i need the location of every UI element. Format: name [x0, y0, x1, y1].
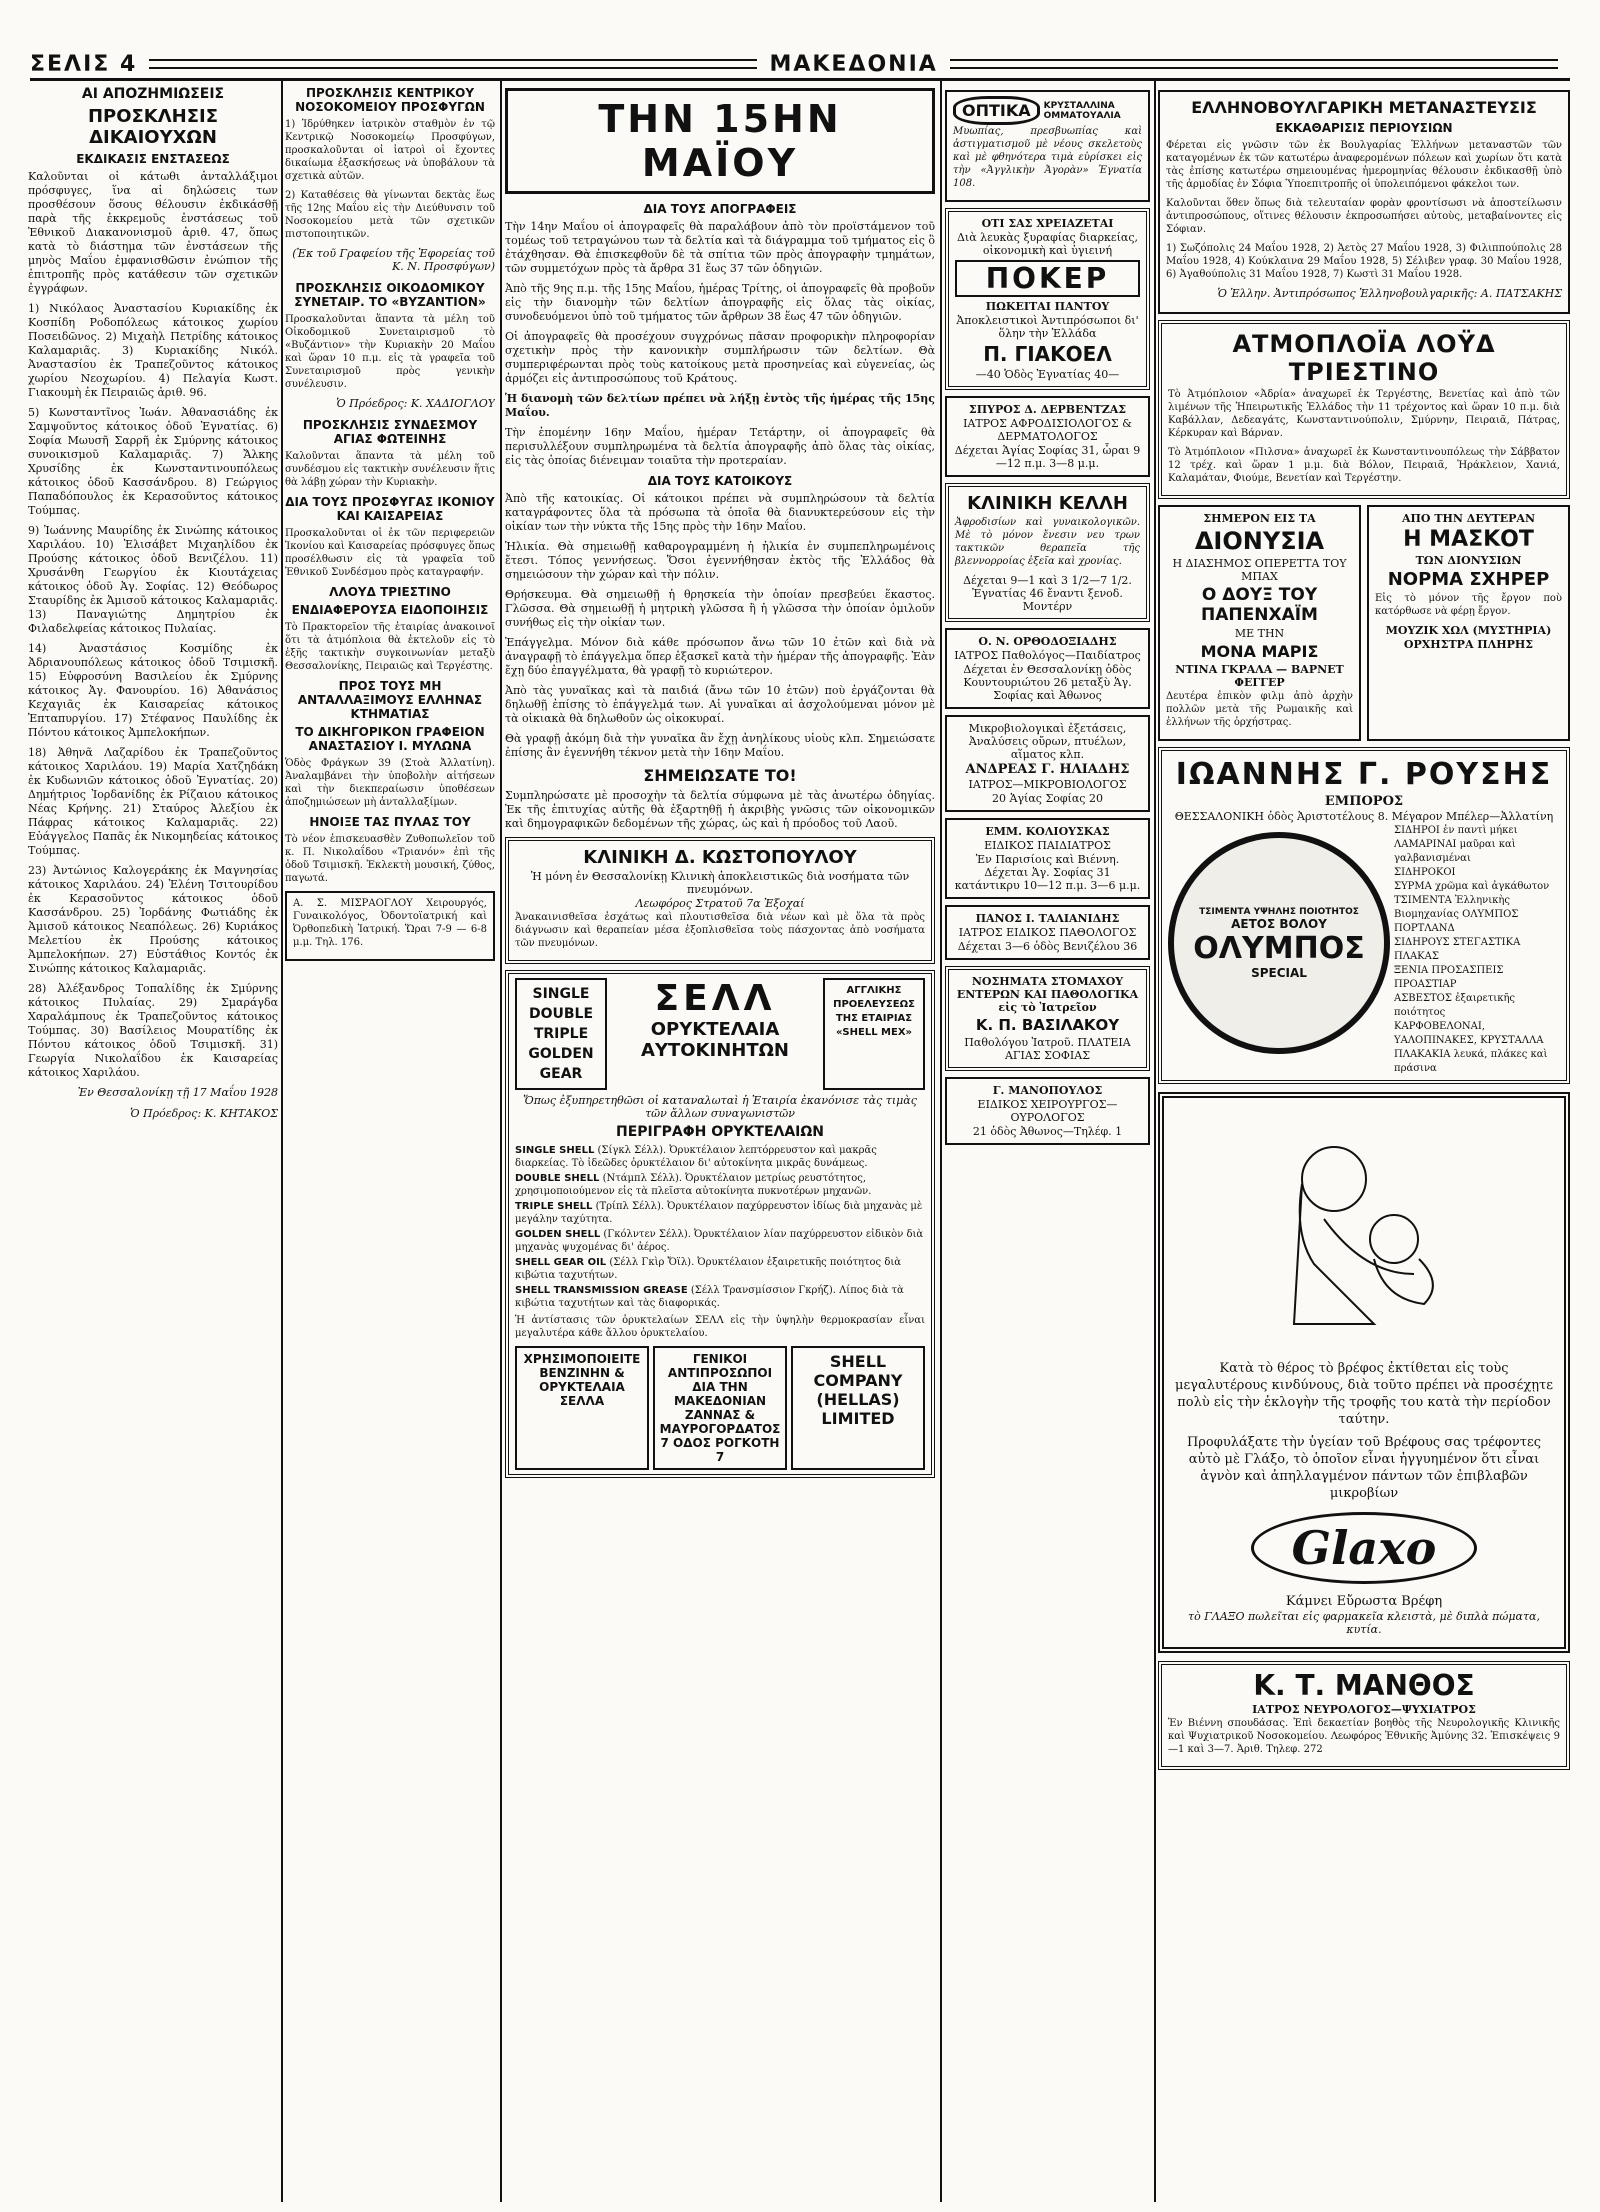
mascot-ad: [1367, 505, 1570, 741]
doctor-ad: [945, 818, 1150, 899]
mascot-tag: ΑΠΟ ΤΗΝ ΔΕΥΤΕΡΑΝ: [1402, 512, 1535, 525]
mascot-title: Η ΜΑΣΚΟΤ: [1403, 527, 1534, 552]
doctor-name: Ο. Ν. ΟΡΘΟΔΟΞΙΑΔΗΣ: [978, 635, 1117, 648]
oil-item: DOUBLE SHELL (Ντάμπλ Σέλλ). Ὀρυκτέλαιον μετρίως ρευστότητος, χρησιμοποιούμενον εἰς τὰ πλεῖστα αὐτοκίνητα πυκνοτέρων μηχανῶν.: [515, 1173, 872, 1197]
census-paragraph: Θὰ γραφῇ ἀκόμη διὰ τὴν γυναῖκα ἂν ἔχῃ ἀνηλίκους υἱοὺς κλπ. Σημειώσατε ἐπίσης ἂν ἐγεννήθη τέκνον μετὰ τὴν 16ην Μαΐου.: [505, 732, 935, 759]
product-item: ΣΙΔΗΡΟΚΟΙ: [1394, 867, 1456, 878]
clinic-ad-address: Λεωφόρος Στρατοῦ 7α Ἐξοχαί: [635, 897, 805, 910]
oil-item: TRIPLE SHELL (Τρίπλ Σέλλ). Ὀρυκτέλαιον παχύρρευστον ἰδίως διὰ μηχανὰς μὲ μεγάλην ταχύτητα.: [515, 1201, 923, 1225]
optician-header: [953, 96, 1142, 125]
emigration-headline: ΕΛΛΗΝΟΒΟΥΛΓΑΡΙΚΗ ΜΕΤΑΝΑΣΤΕΥΣΙΣ: [1191, 98, 1537, 117]
product-item: ΣΙΔΗΡΟΙ ἐν παντὶ μήκει: [1394, 825, 1518, 836]
notice-paragraph: Τὸ νέον ἐπισκευασθὲν Ζυθοπωλεῖον τοῦ κ. Π. Νικολαΐδου «Τριανόν» ἐπὶ τῆς ὁδοῦ Τσιμισκῆ. Ἐκλεκτὴ μουσική, ζύθος, παγωτά.: [285, 834, 495, 884]
glaxo-sold: τὸ ΓΛΑΞΟ πωλεῖται εἰς φαρμακεῖα κλειστὰ, μὲ διπλὰ πώματα, κυτία.: [1188, 1610, 1540, 1636]
newspaper-title: ΜΑΚΕΔΟΝΙΑ: [769, 51, 938, 77]
rouses-role: ΕΜΠΟΡΟΣ: [1324, 794, 1404, 809]
doctor-ad: [945, 905, 1150, 960]
notice-paragraph: 1) Ἱδρύθηκεν ἰατρικὸν σταθμὸν ἐν τῷ Κεντρικῷ Νοσοκομείῳ Προσφύγων, προσκαλοῦνται οἱ ἰατροὶ οἱ ἔχοντες δικαίωμα ἐξασκήσεως νὰ ὑποβάλουν τὰ σχετικὰ αὐτῶν.: [285, 119, 495, 182]
product-item: ΞΕΝΙΑ ΠΡΟΣΑΣΠΕΙΣ ΠΡΟΑΣΤΙΑΡ: [1394, 965, 1504, 990]
masthead: [30, 50, 1570, 81]
dionysia-note: Δευτέρα ἐπικὸν φιλμ ἀπὸ ἀρχὴν πολλῶν μετὰ τῆς Ρωμαικῆς καὶ ἑλλήνων τῆς ὀρχήστρας.: [1166, 691, 1353, 728]
census-paragraph: Θρήσκευμα. Θὰ σημειωθῇ ἡ θρησκεία τὴν ὁποίαν πρεσβεύει ἕκαστος. Γλῶσσα. Θὰ σημειωθῇ ἡ μητρικὴ γλῶσσα ἢ ἡ γλῶσσα τὴν ὁποίαν ὁμιλοῦν συνήθως εἰς τὴν οἰκίαν των.: [505, 588, 935, 629]
masthead-rule: [950, 59, 1558, 69]
census-paragraph: Ἀπὸ τῆς κατοικίας. Οἱ κάτοικοι πρέπει νὰ συμπληρώσουν τὰ δελτία καταγράφοντες ὅλα τὰ πρόσωπα τὰ ὁποῖα θὰ διανυκτερεύσουν εἰς τὴν οἰκίαν των τὴν νύκτα τῆς 15ης πρὸς τὴν 16ην Μαΐου.: [505, 492, 935, 533]
dionysia-film: Ο ΔΟΥΞ ΤΟΥ ΠΑΠΕΝΧΑΪΜ: [1201, 585, 1318, 625]
doctor-ad-text: Α. Σ. ΜΙΣΡΑΟΓΛΟΥ Χειρουργός, Γυναικολόγος, Ὀδοντοϊατρική καὶ Ὀρθοπεδικὴ Ἰατρική. Ὥραι 7-9 — 6-8 μ.μ. Τηλ. 176.: [293, 898, 487, 948]
poker-subline: Διὰ λευκὰς ξυραφίας διαρκείας, οἰκονομικὴ καὶ ὑγιεινή: [956, 231, 1139, 257]
poker-brand: ΠΟΚΕΡ: [955, 260, 1140, 297]
olympos-cement-logo: [1168, 832, 1390, 1054]
emigration-paragraph: Καλοῦνται ὅθεν ὅπως διὰ τελευταίαν φορὰν φροντίσωσι νὰ ἀποστείλωσιν ἀντιπροσώπους, οἵτινες θέλουσιν ἐκπροσωπήσει αὐτοὺς, μεταβαίνοντες εἰς Σόφιαν.: [1166, 198, 1562, 235]
shell-grade: GEAR: [539, 1066, 583, 1082]
notice-headline: ΠΡΟΣΚΛΗΣΙΣ ΟΙΚΟΔΟΜΙΚΟΥ ΣΥΝΕΤΑΙΡ. ΤΟ «ΒΥΖΑΝΤΙΟΝ»: [294, 281, 486, 309]
doctor-hours: Δέχεται Ἁγίας Σοφίας 31, ὧραι 9—12 π.μ. 3—8 μ.μ.: [954, 444, 1141, 470]
clinic-ad-title: ΚΛΙΝΙΚΗ Δ. ΚΩΣΤΟΠΟΥΛΟΥ: [583, 847, 857, 868]
shell-footer-cell: SHELL COMPANY (HELLAS) LIMITED: [791, 1346, 925, 1470]
clinic-ad-text: Ἀνακαινισθεῖσα ἐσχάτως καὶ πλουτισθεῖσα διὰ νέων καὶ μὲ ὅλα τὰ πρὸς διάγνωσιν καὶ θεραπείαν μέσα ἐξοπλισθεῖσα τοὺς πάσχοντας ἀπὸ νοσήματα τῶν πνευμόνων.: [515, 912, 925, 949]
mantho-name: Κ. Τ. ΜΑΝΘΟΣ: [1253, 1669, 1475, 1702]
article-paragraph: 1) Νικόλαος Ἀναστασίου Κυριακίδης ἐκ Κοσπίδη Ροδοπόλεως κάτοικος χωρίου Ποσειδῶνος. 2) Μιχαὴλ Πετρίδης κάτοικος Καλαμαριᾶς. 3) Κυριακίδης Νικόλ. Ἀναστασίου ἐκ Τραπεζοῦντος κάτοικος χωρίου Νεοχωρίου. 4) Πελαγία Κωστ. Γιακουμὴ ἐκ Πειραιῶς ἀριθ. 96.: [28, 302, 278, 399]
mascot-venue: ΤΩΝ ΔΙΟΝΥΣΙΩΝ: [1415, 554, 1522, 567]
notice-signature: Ὁ Πρόεδρος: Κ. ΧΑΔΙΟΓΛΟΥ: [336, 397, 495, 410]
product-item: ΠΛΑΚΑΚΙΑ λευκά, πλάκες καὶ πράσινα: [1394, 1049, 1548, 1074]
shell-grade: DOUBLE: [528, 1006, 594, 1022]
article-paragraph: 18) Ἀθηνᾶ Λαζαρίδου ἐκ Τραπεζοῦντος κάτοικος Χαριλάου. 19) Μαρία Χατζηδάκη ἐκ Κυδωνιῶν κάτοικος ὁδοῦ Ἐγνατίας. 20) Δημήτριος Ἰορδανίδης ἐκ Ρίζαιου κάτοικος Νέας Κρήνης. 21) Σταύρος Ἀλεξίου ἐκ Πάφρας κάτοικος Καλαμαριᾶς. 22) Εὐάγγελος Παπᾶς ἐκ Νικομηδείας κάτοικος Τούμπας.: [28, 746, 278, 857]
column-small-ads: [945, 84, 1150, 2200]
dionysia-ad: [1158, 505, 1361, 741]
notice-headline: ΠΡΟΣ ΤΟΥΣ ΜΗ ΑΝΤΑΛΛΑΞΙΜΟΥΣ ΕΛΛΗΝΑΣ ΚΤΗΜΑΤΙΑΣ: [297, 679, 483, 721]
notice-headline: ΛΛΟΥΔ ΤΡΙΕΣΤΙΝΟ: [329, 585, 451, 599]
lloyd-text: Τὸ Ἀτμόπλοιον «Πιλσνα» ἀναχωρεῖ ἐκ Κωνσταντινουπόλεως τὴν Σάββατον 12 τρέχ. καὶ ὥραν 1 μ.μ. διὰ Βόλον, Πειραιᾶ, Ἡράκλειον, Χανιά, Καλαμάταν, Φιούμε, Βενετίαν καὶ Τεργέστην.: [1168, 447, 1560, 484]
notice-paragraph: Προσκαλοῦνται ἅπαντα τὰ μέλη τοῦ Οἰκοδομικοῦ Συνεταιρισμοῦ τὸ «Βυζάντιον» τὴν Κυριακὴν 20 Μαΐου καὶ ὥραν 10 π.μ. εἰς τὰ γραφεῖα τοῦ Συνεταιρισμοῦ πρὸς γενικὴν συνέλευσιν.: [285, 314, 495, 390]
column-divider: [940, 80, 942, 2202]
rouses-body: [1168, 824, 1560, 1076]
mantho-role: ΙΑΤΡΟΣ ΝΕΥΡΟΛΟΓΟΣ—ΨΥΧΙΑΤΡΟΣ: [1252, 1703, 1476, 1716]
mother-baby-icon: [1254, 1124, 1474, 1344]
doctor-role: ΙΑΤΡΟΣ ΕΙΔΙΚΟΣ ΠΑΘΟΛΟΓΟΣ: [958, 926, 1137, 939]
notice-signature: (Ἐκ τοῦ Γραφείου τῆς Ἐφορείας τοῦ Κ. Ν. Προσφύγων): [292, 247, 495, 273]
page-section-label: ΣΕΛΙΣ 4: [30, 51, 138, 77]
shell-grade: GOLDEN: [528, 1046, 594, 1062]
notice-subhead: ΕΝΔΙΑΦΕΡΟΥΣΑ ΕΙΔΟΠΟΙΗΣΙΣ: [291, 603, 489, 617]
shell-grade: SINGLE: [532, 986, 590, 1002]
product-item: ΣΙΔΗΡΟΥΣ ΣΤΕΓΑΣΤΙΚΑ ΠΛΑΚΑΣ: [1394, 937, 1521, 962]
mantho-ad: [1158, 1661, 1570, 1770]
article-subhead: ΕΚΔΙΚΑΣΙΣ ΕΝΣΤΑΣΕΩΣ: [76, 152, 230, 166]
lloyd-text: Τὸ Ἀτμόπλοιον «Ἀδρία» ἀναχωρεῖ ἐκ Τεργέστης, Βενετίας καὶ ἀπὸ τῶν λιμένων τῆς Ἠπειρωτικῆς Ἑλλάδος τὴν 11 τρέχοντος καὶ ὥραν 10 π.μ. διὰ Καβάλλαν, Δεδεαγάτς, Κωνσταντινούπολιν, Σμύρνην, Πειραιᾶ, Πάτρας, Κέρκυραν καὶ Βάρναν.: [1168, 389, 1560, 439]
census-paragraph: Οἱ ἀπογραφεῖς θὰ προσέχουν συγχρόνως πᾶσαν προφορικὴν πληροφορίαν σχετικὴν πρὸς τὴν κανονικὴν συμπλήρωσιν τῶν δελτίων. Θὰ συμπεριφέρωνται πρὸς τοὺς κατοίκους μετὰ προσηνείας καὶ εὐγενείας, ὡς ἁρμόζει εἰς ἀντιπροσώπους τοῦ Κράτους.: [505, 330, 935, 385]
article-paragraph: 23) Ἀντώνιος Καλογεράκης ἐκ Μαγνησίας κάτοικος Χαριλάου. 24) Ἑλένη Τσιτουρίδου ἐκ Κερασοῦντος κάτοικος ὁδοῦ Κασσάνδρου. 25) Ἰορδάνης Φωτιάδης ἐκ Ἀμισοῦ κάτοικος Νεαπόλεως. 26) Κυριάκος Μελετίου ἐκ Προύσης κάτοικος Ἀμπελοκήπων. 27) Εὐστάθιος Κοντός ἐκ Σινώπης κάτοικος Καλαμαριᾶς.: [28, 864, 278, 975]
product-item: ΣΥΡΜΑ χρῶμα καὶ ἀγκάθωτον: [1394, 881, 1550, 892]
poker-agent: Ἀποκλειστικοὶ Ἀντιπρόσωποι δι' ὅλην τὴν Ἑλλάδα: [956, 314, 1139, 340]
article-paragraph: 14) Ἀναστάσιος Κοσμίδης ἐκ Ἀδριανουπόλεως κάτοικος ὁδοῦ Τσιμισκῆ. 15) Εὐφροσύνη Βασιλείου ἐκ Σμύρνης κάτοικος Ἀγ. Φανουρίου. 16) Ἀθανάσιος Κεχαγιᾶς ἐκ Καισαρείας κάτοικος Ἑπταπυργίου. 17) Στέφανος Παυλίδης ἐκ Πόντου κάτοικος Ἀμπελοκήπων.: [28, 642, 278, 739]
glaxo-logo: Glaxo: [1251, 1512, 1477, 1584]
doctor-role: ΙΑΤΡΟΣ Παθολόγος—Παιδίατρος: [954, 649, 1141, 662]
column-divider: [281, 80, 283, 2202]
notice-paragraph: Ὁδὸς Φράγκων 39 (Στοὰ Ἀλλατίνη). Ἀναλαμβάνει τὴν ὑποβολὴν αἰτήσεων καὶ τὴν διεκπεραίωσιν ὑποθέσεων ἀποζημιώσεων μὴ ἀνταλλαξίμων.: [285, 758, 495, 808]
poker-address: —40 Ὁδὸς Ἐγνατίας 40—: [975, 368, 1120, 381]
census-subhead: ΔΙΑ ΤΟΥΣ ΚΑΤΟΙΚΟΥΣ: [647, 474, 793, 488]
product-item: ΤΣΙΜΕΝΤΑ Ἑλληνικὴς Βιομηχανίας ΟΛΥΜΠΟΣ ΠΟΡΤΛΑΝΔ: [1394, 895, 1519, 934]
glasses-icon: ΟΠΤΙΚΑ: [953, 96, 1040, 125]
oil-item: SHELL GEAR OIL (Σέλλ Γκὶρ Ὄϊλ). Ὀρυκτέλαιον ἐξαιρετικῆς ποιότητος διὰ κιβώτια ταχυτήτων.: [515, 1257, 902, 1281]
census-paragraph: Ἡλικία. Θὰ σημειωθῇ καθαρογραμμένη ἡ ἡλικία ἐν συμπεπληρωμένοις ἔτεσι. Τόπος γεννήσεως. Ὅσοι ἐγεννήθησαν ἐκτὸς τῆς Ἑλλάδος θὰ σημειώσουν τὴν χώραν καὶ τὴν πόλιν.: [505, 540, 935, 581]
product-item: ΛΑΜΑΡΙΝΑΙ μαῦραι καὶ γαλβανισμέναι: [1394, 839, 1516, 864]
shell-ad-note: Ὅπως ἐξυπηρετηθῶσι οἱ καταναλωταὶ ἡ Ἑταιρία ἐκανόνισε τὰς τιμὰς τῶν ἄλλων συναγωνιστῶν: [523, 1094, 917, 1120]
emigration-notice: [1158, 90, 1570, 314]
emigration-paragraph: 1) Σωζόπολις 24 Μαΐου 1928, 2) Ἀετὸς 27 Μαΐου 1928, 3) Φιλιππούπολις 28 Μαΐου 1928, 4) Κούκλαινα 29 Μαΐου 1928, 5) Σέλιβεν γραφ. 30 Μαΐου 1928, 6) Ἀγαθούπολις 31 Μαΐου 1928, 7) Κωστὶ 31 Μαΐου 1928.: [1166, 243, 1562, 280]
theater-ads: [1158, 505, 1570, 741]
article-kicker: ΑΙ ΑΠΟΖΗΜΙΩΣΕΙΣ: [81, 86, 225, 102]
article-dateline: Ἐν Θεσσαλονίκῃ τῇ 17 Μαΐου 1928: [77, 1086, 278, 1099]
lloyd-title: ΑΤΜΟΠΛΟΪΑ ΛΟΫΔ ΤΡΙΕΣΤΙΝΟ: [1232, 330, 1496, 386]
clinic-kelli-ad: [945, 483, 1150, 622]
article-signature: Ὁ Πρόεδρος: Κ. ΚΗΤΑΚΟΣ: [130, 1107, 278, 1120]
doctor-ad: [285, 891, 495, 961]
lloyd-ad: [1158, 320, 1570, 499]
doctor-services: Μικροβιολογικαὶ ἐξετάσεις, Ἀναλύσεις οὔρων, πτυέλων, αἵματος κλπ.: [968, 722, 1127, 761]
notice-headline: ΔΙΑ ΤΟΥΣ ΠΡΟΣΦΥΓΑΣ ΙΚΟΝΙΟΥ ΚΑΙ ΚΑΙΣΑΡΕΙΑΣ: [285, 495, 495, 523]
notice-headline: ΗΝΟΙΞΕ ΤΑΣ ΠΥΛΑΣ ΤΟΥ: [309, 815, 471, 829]
column-divider: [500, 80, 502, 2202]
doctor-role: ΕΙΔΙΚΟΣ ΠΑΙΔΙΑΤΡΟΣ: [984, 839, 1111, 852]
doctor-name: ΣΠΥΡΟΣ Δ. ΔΕΡΒΕΝΤΖΑΣ: [968, 403, 1127, 416]
notice-paragraph: Προσκαλοῦνται οἱ ἐκ τῶν περιφερειῶν Ἰκονίου καὶ Καισαρείας πρόσφυγες ὅπως προσέλθωσιν εἰς τὰ γραφεῖα τοῦ Ἐθνικοῦ Συνδέσμου πρὸς καταγραφήν.: [285, 528, 495, 578]
oil-item: GOLDEN SHELL (Γκόλντεν Σέλλ). Ὀρυκτέλαιον λίαν παχύρρευστον εἰδικὸν διὰ μηχανὰς ψυχομένας δι' ἀέρος.: [515, 1229, 924, 1253]
doctor-ad: [945, 396, 1150, 477]
shell-ad-closing: Ἡ ἀντίστασις τῶν ὀρυκτελαίων ΣΕΛΛ εἰς τὴν ὑψηλὴν θερμοκρασίαν εἶναι μεγαλυτέρα κάθε ἄλλου ὀρυκτελαίου.: [515, 1315, 925, 1339]
glaxo-slogan: Κάμνει Εὔρωστα Βρέφη: [1285, 1594, 1443, 1609]
dionysia-tag: ΣΗΜΕΡΟΝ ΕΙΣ ΤΑ: [1203, 512, 1316, 525]
article-paragraph: 5) Κωνσταντῖνος Ἰωάν. Ἀθανασιάδης ἐκ Σαμψοῦντος κάτοικος ὁδοῦ Ἐγνατίας. 6) Σοφία Μωυσῆ Σαρρῆ ἐκ Σμύρνης κάτοικος συνοικισμοῦ Καλαμαριᾶς. 7) Ἄλκης Χρυσίδης ἐκ Κωνσταντινουπόλεως κάτοικος ὁδοῦ Κασσάνδρου. 8) Γεώργιος Παπαδόπουλος ἐκ Κερασοῦντος κάτοικος Τούμπας.: [28, 406, 278, 517]
olympos-logo-name: ΟΛΥΜΠΟΣ: [1193, 930, 1365, 966]
shell-brand: ΣΕΛΛ: [654, 978, 776, 1019]
optician-text: Μυωπίας, πρεσβυωπίας καὶ ἀστιγματισμοῦ μὲ νέους σκελετοὺς καὶ μὲ φθηνότερα τιμὰ εὑρίσκει εἰς τὴν «Ἀγγλικὴν Ἀγορὰν» Ἐγνατία 108.: [953, 126, 1142, 189]
optician-title: ΚΡΥΣΤΑΛΛΙΝΑ ΟΜΜΑΤΟΥΑΛΙΑ: [1043, 100, 1121, 121]
shell-ad-header: [515, 978, 925, 1090]
dionysia-subtitle: Η ΔΙΑΣΗΜΟΣ ΟΠΕΡΕΤΤΑ ΤΟΥ ΜΠΑΧ: [1172, 557, 1347, 583]
mascot-orchestra: ΟΡΧΗΣΤΡΑ ΠΛΗΡΗΣ: [1403, 638, 1534, 651]
census-banner: ΤΗΝ 15ΗΝ ΜΑΪΟΥ: [505, 88, 935, 194]
clinic-hours: Δέχεται 9—1 καὶ 3 1/2—7 1/2. Ἐγνατίας 46 ἔναντι ξενοδ. Μοντέρν: [963, 574, 1132, 613]
oil-item: SHELL TRANSMISSION GREASE (Σέλλ Τρανσμίσσιον Γκρήζ). Λίπος διὰ τὰ κιβώτια ταχυτήτων καὶ τὰς διαφορικάς.: [515, 1285, 904, 1309]
oil-item: SINGLE SHELL (Σίγκλ Σέλλ). Ὀρυκτέλαιον λεπτόρρευστον καὶ μακρᾶς διαρκείας. Τὸ ἰδεῶδες ὀρυκτέλαιον δι' αὐτοκίνητα μικρᾶς δυνάμεως.: [515, 1145, 877, 1169]
rouses-product-list: [1394, 824, 1560, 1076]
clinic-text: Ἀφροδισίων καὶ γυναικολογικῶν. Μὲ τὸ μόνον ἔνεσιν νευ τρων τακτικῶν θεραπεῖα τῆς βλεννορροίας ἐξεῖα καὶ χρονίας.: [955, 517, 1140, 567]
census-subhead: ΔΙΑ ΤΟΥΣ ΑΠΟΓΡΑΦΕΙΣ: [643, 202, 797, 216]
doctor-address: Δέχεται ἐν Θεσσαλονίκῃ ὁδὸς Κουντουριώτου 26 μεταξὺ Ἁγ. Σοφίας καὶ Ἀθωνος: [963, 663, 1132, 702]
shell-origin: ΑΓΓΛΙΚΗΣ ΠΡΟΕΛΕΥΣΕΩΣ ΤΗΣ ΕΤΑΙΡΙΑΣ «SHELL MEX»: [823, 978, 925, 1090]
doctor-name: ΕΜΜ. ΚΟΛΙΟΥΣΚΑΣ: [985, 825, 1110, 838]
article-paragraph: 28) Ἀλέξανδρος Τοπαλίδης ἐκ Σμύρνης κάτοικος Πυλαίας. 29) Σμαράγδα Χαραλάμπους ἐκ Τραπεζοῦντος κάτοικος Τούμπας. 30) Βασίλειος Μουρατίδης ἐκ Πόντου κάτοικος ὁδοῦ Τσιμισκῆ. 31) Γεωργία Νικολαΐδου ἐκ Καισαρείας κάτοικος Χαριλάου.: [28, 982, 278, 1079]
poker-ad: [945, 208, 1150, 390]
mother-and-baby-illustration: [1174, 1114, 1554, 1354]
product-item: ΑΣΒΕΣΤΟΣ ἐξαιρετικῆς ποιότητος: [1394, 993, 1516, 1018]
shell-ad-subhead: ΠΕΡΙΓΡΑΦΗ ΟΡΥΚΤΕΛΑΙΩΝ: [615, 1124, 825, 1140]
notice-paragraph: 2) Καταθέσεις θὰ γίνωνται δεκτὰς ἕως τῆς 12ης Μαΐου εἰς τὴν Διεύθυνσιν τοῦ Νοσοκομείου μετὰ τῶν σχετικῶν πιστοποιητικῶν.: [285, 190, 495, 240]
doctor-ad: [945, 715, 1150, 812]
poker-tagline: ΟΤΙ ΣΑΣ ΧΡΕΙΑΖΕΤΑΙ: [981, 217, 1114, 230]
poker-agent-name: Π. ΓΙΑΚΟΕΛ: [983, 342, 1112, 366]
product-item: ΚΑΡΦΟΒΕΛΟΝΑΙ, ΥΑΛΟΠΙΝΑΚΕΣ, ΚΡΥΣΤΑΛΛΑ: [1394, 1021, 1544, 1046]
notice-headline: ΠΡΟΣΚΛΗΣΙΣ ΚΕΝΤΡΙΚΟΥ ΝΟΣΟΚΟΜΕΙΟΥ ΠΡΟΣΦΥΓΩΝ: [295, 86, 485, 114]
doctor-address: 20 Ἁγίας Σοφίας 20: [992, 792, 1103, 805]
emigration-paragraph: Φέρεται εἰς γνῶσιν τῶν ἐκ Βουλγαρίας Ἑλλήνων μεταναστῶν τῶν καταγομένων ἐκ τῶν κατωτέρω ἀναφερομένων πόλεων καὶ χωρίων ὅτι κατὰ τὰς ἐπίσης κατωτέρω σημειουμένας ἡμερομηνίας θέλουσιν ἐκδικασθῇ ὑπὸ τῆς ἁρμοδίας ἐν Σόφια Ὑποεπιτροπῆς οἱ ὑπολειπόμενοι φάκελοι των.: [1166, 140, 1562, 190]
notice-paragraph: Τὸ Πρακτορεῖον τῆς ἑταιρίας ἀνακοινοῖ ὅτι τὰ ἀτμόπλοια θὰ ἐκτελοῦν εἰς τὸ ἑξῆς τακτικὴν συγκοινωνίαν μεταξὺ Θεσσαλονίκης, Πειραιῶς καὶ Τεργέστης.: [285, 622, 495, 672]
clinic-ad: [505, 837, 935, 964]
doctor-name: Κ. Π. ΒΑΣΙΛΑΚΟΥ: [975, 1016, 1120, 1034]
notice-headline: ΠΡΟΣΚΛΗΣΙΣ ΣΥΝΔΕΣΜΟΥ ΑΓΙΑΣ ΦΩΤΕΙΝΗΣ: [302, 418, 478, 446]
notice-paragraph: Καλοῦνται ἅπαντα τὰ μέλη τοῦ συνδέσμου εἰς τακτικὴν συνέλευσιν ἥτις θὰ λάβῃ χώραν τὴν Κυριακὴν.: [285, 451, 495, 488]
shell-ad-footer: [515, 1346, 925, 1470]
article-paragraph: Καλοῦνται οἱ κάτωθι ἀνταλλάξιμοι πρόσφυγες, ἵνα αἱ δηλώσεις των προσθέσουν ὅσους θέλουσιν ἐκδικάσθῇ παρὰ τῆς ἐκκρεμοῦς ἐνστάσεως τοῦ Ἐθνικοῦ Διακανονισμοῦ ἀριθ. 47, ὅπως κατὰ τὸ διάστημα τῶν ἐνστάσεων τῆς μηνὸς Μαΐου ἐμφανισθῶσιν ἐνώπιον τῆς ἐπιτροπῆς πρὸς κατάθεσιν τῶν σχετικῶν ἐγγράφων.: [28, 170, 278, 295]
notice-subhead: ΤΟ ΔΙΚΗΓΟΡΙΚΟΝ ΓΡΑΦΕΙΟΝ ΑΝΑΣΤΑΣΙΟΥ Ι. ΜΥΛΩΝΑ: [295, 725, 485, 753]
dionysia-with: ΜΕ ΤΗΝ: [1234, 627, 1285, 640]
doctor-ad: [945, 628, 1150, 709]
census-paragraph: Τὴν 14ην Μαΐου οἱ ἀπογραφεῖς θὰ παραλάβουν ἀπὸ τὸν προϊστάμενον τοῦ τομέως τοῦ τετραγώνου των τὰ δελτία καὶ τὰ διάγραμμα τοῦ τμήματος εἰς ὃ ἐτάχθησαν. Θὰ ἐπισκεφθοῦν δὲ τὰ σπίτια τῶν πρὸς ἀπογραφὴν τμημάτων, τῶν συμμετόχων πρὸς τὰ ἄρθρα 31 ἕως 37 τῶν ὁδηγιῶν.: [505, 220, 935, 275]
shell-ad-center: [613, 978, 817, 1090]
glaxo-text: Κατὰ τὸ θέρος τὸ βρέφος ἐκτίθεται εἰς τοὺς μεγαλυτέρους κινδύνους, διὰ τοῦτο πρέπει νὰ προσέχῃτε πολὺ εἰς τὴν ἐκλογὴν τῆς τροφῆς του κατὰ τὴν περίοδον ταύτην.: [1175, 1361, 1553, 1427]
emigration-subhead: ΕΚΚΑΘΑΡΙΣΙΣ ΠΕΡΙΟΥΣΙΩΝ: [1275, 121, 1453, 135]
clinic-ad-subtitle: Ἡ μόνη ἐν Θεσσαλονίκῃ Κλινικὴ ἀποκλειστικῶς διὰ νοσήματα τῶν πνευμόνων.: [530, 870, 910, 896]
olympos-logo-block: [1168, 824, 1388, 1076]
optician-ad: [945, 90, 1150, 202]
dionysia-cast: ΝΤΙΝΑ ΓΚΡΑΛΑ — ΒΑΡΝΕΤ ΦΕΓΓΕΡ: [1175, 663, 1344, 689]
glaxo-ad: [1158, 1092, 1570, 1653]
column-census: [505, 84, 935, 2200]
shell-oil-ad: [505, 970, 935, 1478]
dionysia-name: ΔΙΟΝΥΣΙΑ: [1194, 527, 1325, 555]
mascot-star: ΝΟΡΜΑ ΣΧΗΡΕΡ: [1387, 569, 1550, 590]
doctor-hours: Δέχεται 3—6 ὁδὸς Βενιζέλου 36: [957, 940, 1138, 953]
doctor-hours: Ἐν Παρισίοις καὶ Βιέννη. Δέχεται Ἁγ. Σοφίας 31 κατάντικρυ 10—12 π.μ. 3—6 μ.μ.: [954, 853, 1141, 892]
shell-footer-cell: ΧΡΗΣΙΜΟΠΟΙΕΙΤΕ ΒΕΝΖΙΝΗΝ & ΟΡΥΚΤΕΛΑΙΑ ΣΕΛΛΑ: [515, 1346, 649, 1470]
doctor-specialty: ΝΟΣΗΜΑΤΑ ΣΤΟΜΑΧΟΥ ΕΝΤΕΡΩΝ ΚΑΙ ΠΑΘΟΛΟΓΙΚΑ εἰς τὸ Ἰατρεῖον: [956, 975, 1139, 1014]
rouses-name: ΙΩΑΝΝΗΣ Γ. ΡΟΥΣΗΣ: [1175, 757, 1553, 792]
doctor-name: Γ. ΜΑΝΟΠΟΥΛΟΣ: [992, 1084, 1103, 1097]
olympos-logo-sub: SPECIAL: [1251, 965, 1307, 980]
doctor-address: Παθολόγου Ἰατροῦ. ΠΛΑΤΕΙΑ ΑΓΙΑΣ ΣΟΦΙΑΣ: [964, 1036, 1131, 1062]
emigration-signature: Ὁ Ἑλλην. Ἀντιπρόσωπος Ἑλληνοβουλγαρικῆς: Α. ΠΑΤΣΑΚΗΣ: [1217, 287, 1562, 300]
census-paragraph: Ἀπὸ τὰς γυναῖκας καὶ τὰ παιδιά (ἄνω τῶν 10 ἐτῶν) ποὺ ἐργάζονται θὰ δηλωθῇ ἐπίσης τὸ ἐπάγγελμά των. Αἱ γυναῖκαι αἱ ἀσχολούμεναι μόνον μὲ τὰ οἰκιακὰ θὰ δηλωθοῦν ὡς οἰκοκυραί.: [505, 684, 935, 725]
poker-sold: ΠΩΚΕΙΤΑΙ ΠΑΝΤΟΥ: [985, 300, 1110, 313]
doctor-role: ΙΑΤΡΟΣ ΑΦΡΟΔΙΣΙΟΛΟΓΟΣ & ΔΕΡΜΑΤΟΛΟΓΟΣ: [963, 417, 1132, 443]
census-paragraph: Ἐπάγγελμα. Μόνον διὰ κάθε πρόσωπον ἄνω τῶν 10 ἐτῶν καὶ διὰ νὰ ἀναγραφῇ τὸ ἐπάγγελμα ὅπερ ἐξασκεῖ κατὰ τὴν ἡμέραν τῆς ἀπογραφῆς. Ἐὰν ἔχῃ δύο ἐπαγγέλματα, θὰ γραφῇ τὸ κυριώτερον.: [505, 636, 935, 677]
article-paragraph: 9) Ἰωάννης Μαυρίδης ἐκ Σινώπης κάτοικος Χαριλάου. 10) Ἐλισάβετ Μιχαηλίδου ἐκ Προύσης κάτοικος ὁδοῦ Βενιζέλου. 11) Χρυσάνθη Γεωργίου ἐκ Κιουτάχειας κάτοικος ὁδοῦ Ἀγ. Σοφίας. 12) Θεόδωρος Σταυρίδης ἐκ Ἀμισοῦ κάτοικος Καλαμαριᾶς. 13) Παναγιώτης Δημητρίου ἐκ Φιλαδελφείας κάτοικος Πυλαίας.: [28, 524, 278, 635]
column-divider: [1154, 80, 1156, 2202]
shell-grade-list: [515, 978, 607, 1090]
doctor-name: ΠΑΝΟΣ Ι. ΤΑΛΙΑΝΙΔΗΣ: [975, 912, 1120, 925]
shell-grade: TRIPLE: [533, 1026, 589, 1042]
census-subhead: ΣΗΜΕΙΩΣΑΤΕ ΤΟ!: [643, 766, 797, 785]
doctor-ad: [945, 966, 1150, 1071]
olympos-logo-mid: ΑΕΤΟΣ ΒΟΛΟΥ: [1231, 916, 1327, 931]
shell-footer-cell: ΓΕΝΙΚΟΙ ΑΝΤΙΠΡΟΣΩΠΟΙ ΔΙΑ ΤΗΝ ΜΑΚΕΔΟΝΙΑΝ ΖΑΝΝΑΣ & ΜΑΥΡΟΓΟΡΔΑΤΟΣ 7 ΟΔΟΣ ΡΟΓΚΟΤΗ 7: [653, 1346, 787, 1470]
masthead-rule: [149, 59, 757, 69]
olympos-logo-top: ΤΣΙΜΕΝΤΑ ΥΨΗΛΗΣ ΠΟΙΟΤΗΤΟΣ: [1199, 906, 1359, 917]
shell-ad-title: ΟΡΥΚΤΕΛΑΙΑ ΑΥΤΟΚΙΝΗΤΩΝ: [641, 1019, 789, 1061]
doctor-role: ΕΙΔΙΚΟΣ ΧΕΙΡΟΥΡΓΟΣ—ΟΥΡΟΛΟΓΟΣ: [977, 1098, 1118, 1124]
doctor-ad: [945, 1077, 1150, 1145]
glaxo-text: Προφυλάξατε τὴν ὑγείαν τοῦ Βρέφους σας τρέφοντες αὐτὸ μὲ Γλάξο, τὸ ὁποῖον εἶναι ἠγγυημένον ὅτι εἶναι ἁγνὸν καὶ ἀπηλλαγμένον πάντων τῶν ἐπιβλαβῶν μικροβίων: [1186, 1435, 1542, 1501]
doctor-address: 21 ὁδὸς Ἀθωνος—Τηλέφ. 1: [972, 1125, 1123, 1138]
dionysia-star: ΜΟΝΑ ΜΑΡΙΣ: [1200, 642, 1319, 661]
article-headline: ΠΡΟΣΚΛΗΣΙΣ ΔΙΚΑΙΟΥΧΩΝ: [87, 106, 219, 148]
column-compensations: [28, 84, 278, 2200]
mascot-music: ΜΟΥΖΙΚ ΧΩΛ (ΜΥΣΤΗΡΙΑ): [1385, 624, 1552, 637]
census-paragraph: Ἀπὸ τῆς 9ης π.μ. τῆς 15ης Μαΐου, ἡμέρας Τρίτης, οἱ ἀπογραφεῖς θὰ προβοῦν εἰς τὴν διανομὴν τῶν δελτίων ἀπογραφῆς εἰς ὅλας τὰς οἰκίας, συνοδευόμενοι ὑπὸ τοῦ τμήματος τῶν ἄρθρων 38 ἕως 47 τῶν ὁδηγιῶν.: [505, 282, 935, 323]
mantho-text: Ἐν Βιέννη σπουδάσας. Ἐπὶ δεκαετίαν βοηθὸς τῆς Νευρολογικῆς Κλινικῆς καὶ Ψυχιατρικοῦ Νοσοκομείου. Λεωφόρος Ἐθνικῆς Ἀμύνης 32. Ἐπισκέψεις 9—1 καὶ 3—7. Ἀριθ. Τηλεφ. 272: [1168, 1718, 1560, 1755]
rouses-ad: [1158, 747, 1570, 1084]
mascot-text: Εἰς τὸ μόνον τῆς ἔργον ποὺ κατόρθωσε νὰ φέρῃ ἔργον.: [1375, 593, 1562, 617]
census-paragraph: Ἡ διανομὴ τῶν δελτίων πρέπει νὰ λήξῃ ἐντὸς τῆς ἡμέρας τῆς 15ης Μαΐου.: [505, 392, 935, 419]
census-paragraph: Συμπληρώσατε μὲ προσοχὴν τὰ δελτία σύμφωνα μὲ τὰς ἀνωτέρω ὁδηγίας. Ἐκ τῆς ἐπιτυχίας αὐτῆς θὰ ἐξαρτηθῇ ἡ ἀκριβὴς γνῶσις τῶν οἰκονομικῶν καὶ δημογραφικῶν δεδομένων τῆς χώρας, ὡς καὶ ἡ πρόοδος τοῦ Λαοῦ.: [505, 789, 935, 830]
doctor-role: ΙΑΤΡΟΣ—ΜΙΚΡΟΒΙΟΛΟΓΟΣ: [968, 778, 1127, 791]
column-notices: [285, 84, 495, 2200]
census-paragraph: Τὴν ἑπομένην 16ην Μαΐου, ἡμέραν Τετάρτην, οἱ ἀπογραφεῖς θὰ περισυλλέξουν συμπληρωμένα τὰ δελτία ἀπογραφῆς ἀπὸ ὅλας τὰς οἰκίας, εἰς τὰς ὁποίας διένειμαν τοιαῦτα τὴν προτεραίαν.: [505, 426, 935, 467]
doctor-name: ΑΝΔΡΕΑΣ Γ. ΗΛΙΑΔΗΣ: [965, 762, 1130, 777]
column-right: [1158, 84, 1570, 2200]
clinic-name: ΚΛΙΝΙΚΗ ΚΕΛΛΗ: [967, 493, 1128, 514]
rouses-address: ΘΕΣΣΑΛΟΝΙΚΗ ὁδὸς Ἀριστοτέλους 8. Μέγαρον Μπέλερ—Ἀλλατίνη: [1174, 810, 1554, 823]
